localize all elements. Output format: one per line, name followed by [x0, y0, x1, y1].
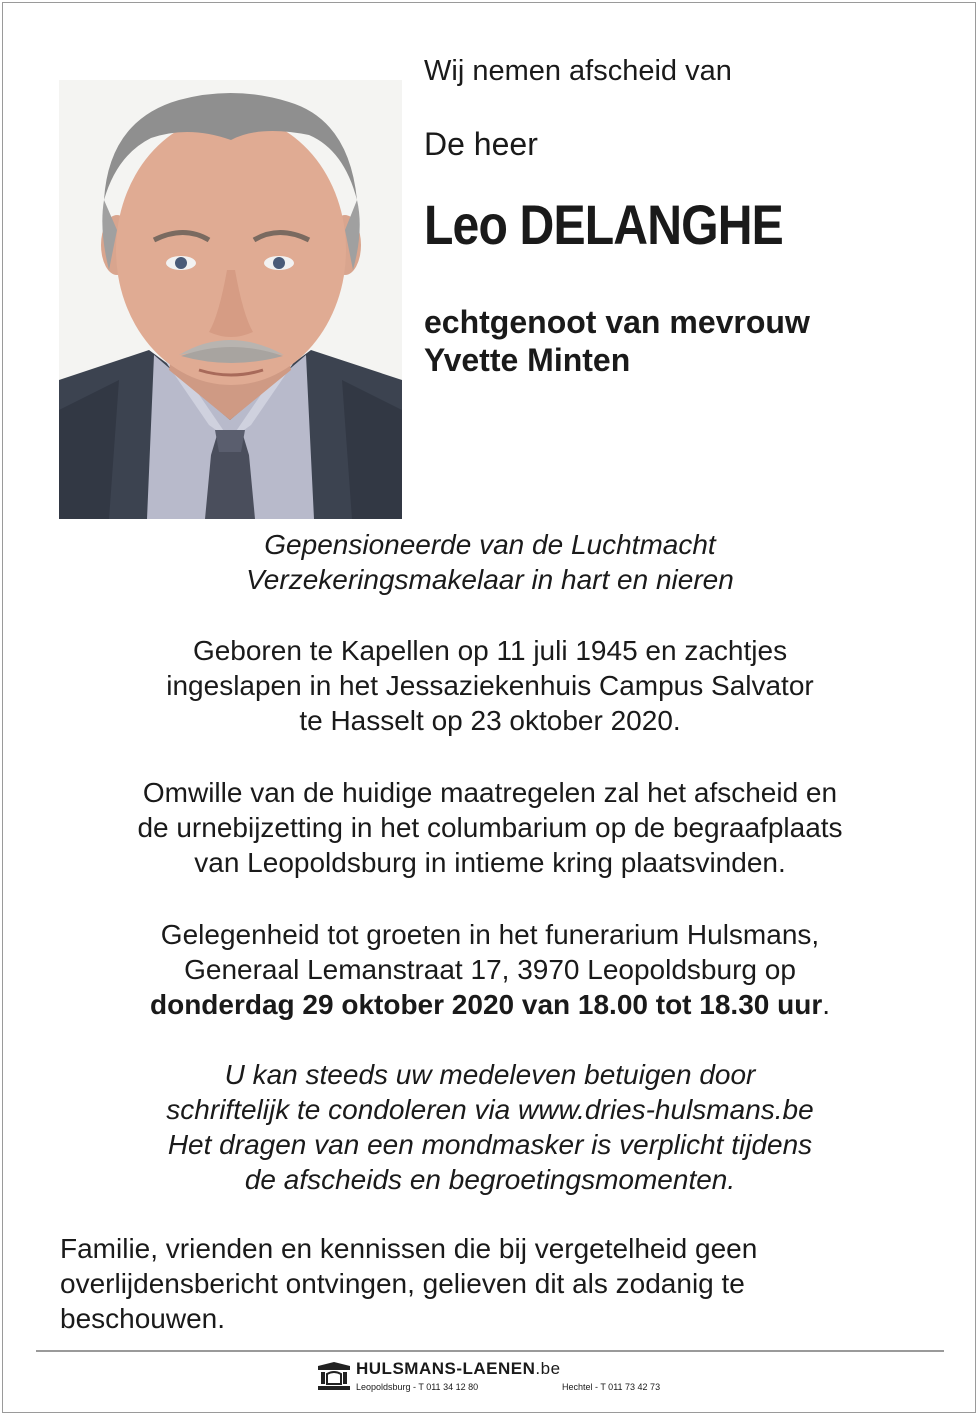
family-line-2: overlijdensbericht ontvingen, gelieven dit als zodanig te: [60, 1268, 745, 1299]
honorific: De heer: [424, 126, 538, 162]
ceremony-line-2: de urnebijzetting in het columbarium op de begraafplaats: [137, 812, 843, 843]
family-line-3: beschouwen.: [60, 1303, 226, 1334]
deceased-name: Leo DELANGHE: [424, 193, 783, 256]
birth-line-3: te Hasselt op 23 oktober 2020.: [299, 705, 681, 736]
ceremony-block: [0, 775, 980, 880]
career-line-2: Verzekeringsmakelaar in hart en nieren: [246, 564, 734, 595]
birth-block: [0, 633, 980, 738]
condolence-line-1: U kan steeds uw medeleven betuigen door: [224, 1059, 756, 1090]
condolence-line-3: Het dragen van een mondmasker is verplicht tijdens: [167, 1129, 813, 1160]
family-notice: [60, 1231, 880, 1336]
brand-name: HULSMANS-LAENEN: [356, 1359, 536, 1378]
career-line-1: Gepensioneerde van de Luchtmacht: [264, 529, 716, 560]
funeral-home-brand: [356, 1359, 561, 1379]
visitation-line-3: [0, 987, 980, 1022]
ceremony-line-1: Omwille van de huidige maatregelen zal het afscheid en: [142, 777, 838, 808]
brand-domain: .be: [535, 1359, 561, 1378]
family-line-1: Familie, vrienden en kennissen die bij vergetelheid geen: [60, 1233, 758, 1264]
visitation-line-2: Generaal Lemanstraat 17, 3970 Leopoldsburg op: [184, 954, 796, 985]
visitation-block: [0, 917, 980, 1022]
career-block: [0, 527, 980, 597]
address-hechtel: Hechtel - T 011 73 42 73: [562, 1382, 661, 1392]
address-leopoldsburg: Leopoldsburg - T 011 34 12 80: [356, 1382, 479, 1392]
visitation-line-1: Gelegenheid tot groeten in het funerarium Hulsmans,: [160, 919, 820, 950]
ceremony-line-3: van Leopoldsburg in intieme kring plaatsvinden.: [194, 847, 786, 878]
spouse-block: [424, 303, 810, 379]
condolence-block: [0, 1057, 980, 1197]
footer-divider: [36, 1350, 944, 1352]
funeral-home-logo-icon: [316, 1360, 352, 1392]
birth-line-2: ingeslapen in het Jessaziekenhuis Campus Salvator: [166, 670, 814, 701]
intro-text: Wij nemen afscheid van: [424, 55, 732, 87]
visitation-period: .: [822, 989, 831, 1020]
visitation-datetime: donderdag 29 oktober 2020 van 18.00 tot 18.30 uur: [149, 989, 823, 1020]
spouse-line-2: Yvette Minten: [424, 342, 631, 378]
condolence-line-4: de afscheids en begroetingsmomenten.: [244, 1164, 736, 1195]
spouse-line-1: echtgenoot van mevrouw: [424, 304, 810, 340]
condolence-line-2: schriftelijk te condoleren via www.dries-hulsmans.be: [166, 1094, 814, 1125]
portrait-photo: [59, 80, 402, 519]
birth-line-1: Geboren te Kapellen op 11 juli 1945 en zachtjes: [192, 635, 788, 666]
